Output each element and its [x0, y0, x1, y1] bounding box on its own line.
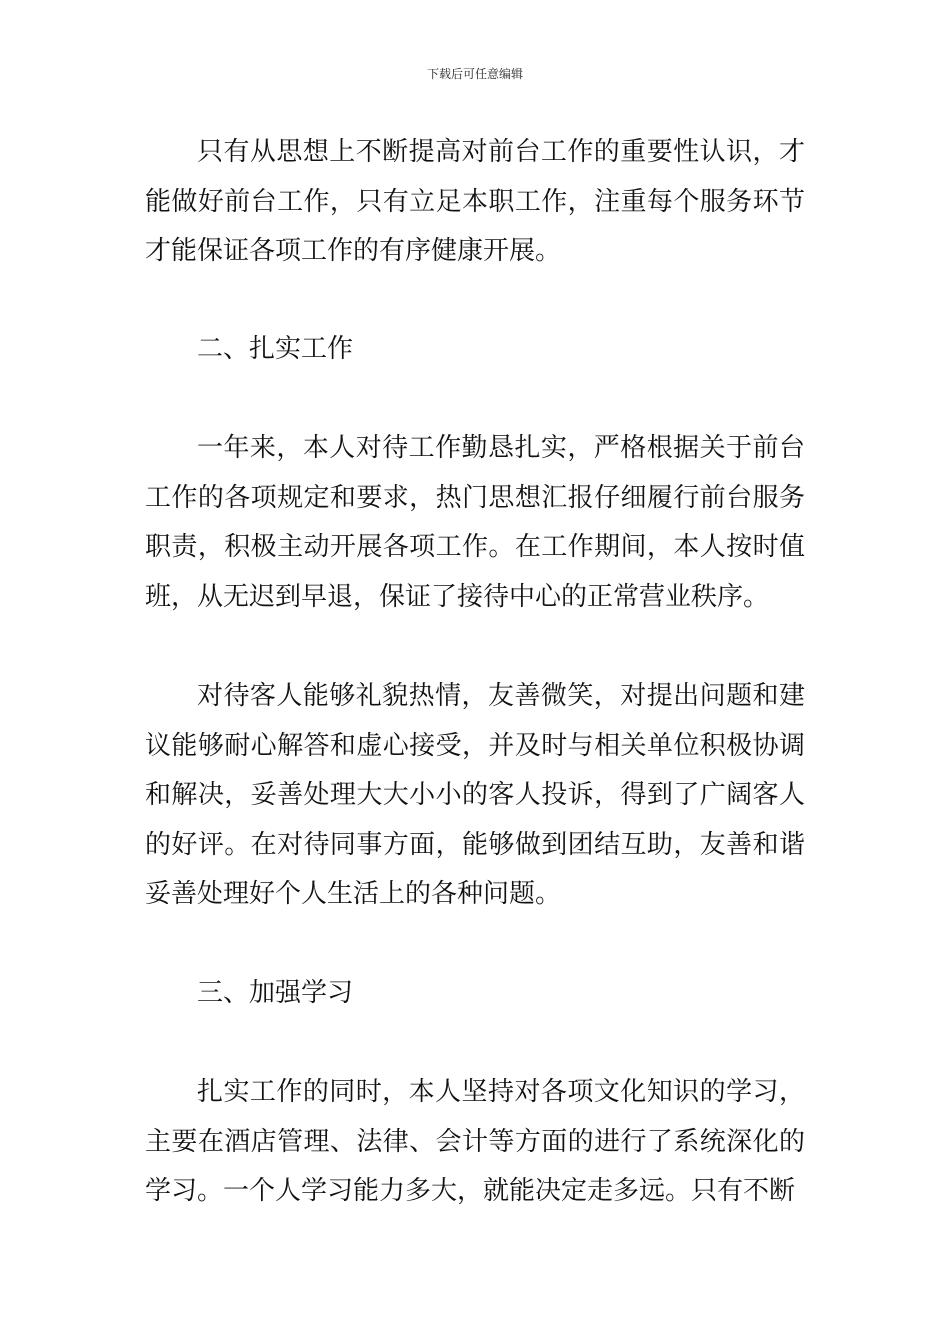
- page-header-note: 下载后可任意编辑: [426, 67, 523, 81]
- paragraph-4: 扎实工作的同时，本人坚持对各项文化知识的学习，主要在酒店管理、法律、会计等方面的进行了系统深化的学习。一个人学习能力多大，就能决定走多远。只有不断: [145, 1077, 805, 1206]
- section-heading-3: 三、加强学习: [197, 978, 354, 1008]
- paragraph-3: 对待客人能够礼貌热情，友善微笑，对提出问题和建议能够耐心解答和虚心接受，并及时与相关单位积极协调和解决，妥善处理大大小小的客人投诉，得到了广阔客人的好评。在对待同事方面，能够做到团结互助，友善和谐妥善处理好个人生活上的各种问题。: [145, 681, 805, 909]
- section-heading-2: 二、扎实工作: [197, 334, 354, 364]
- paragraph-1: 只有从思想上不断提高对前台工作的重要性认识，才能做好前台工作，只有立足本职工作，注重每个服务环节才能保证各项工作的有序健康开展。: [145, 137, 805, 266]
- paragraph-2: 一年来，本人对待工作勤恳扎实，严格根据关于前台工作的各项规定和要求，热门思想汇报仔细履行前台服务职责，积极主动开展各项工作。在工作期间，本人按时值班，从无迟到早退，保证了接待中心的正常营业秩序。: [145, 433, 805, 612]
